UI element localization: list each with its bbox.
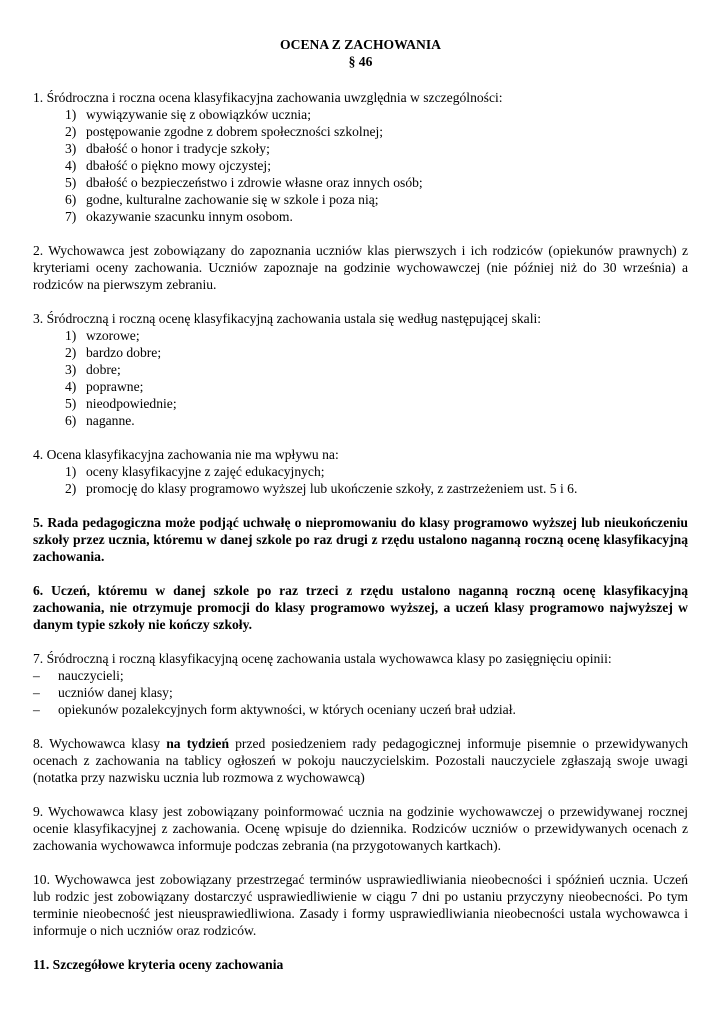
list-item — [33, 395, 688, 412]
paragraph-11-heading: 11. Szczegółowe kryteria oceny zachowania — [33, 957, 284, 972]
list-item-text: oceny klasyfikacyjne z zajęć edukacyjnych; — [86, 464, 325, 479]
list-item-number: 2) — [65, 124, 77, 139]
list-item-number: 7) — [65, 209, 77, 224]
paragraph-3-intro: 3. Śródroczną i roczną ocenę klasyfikacyjną zachowania ustala się według następującej skali: — [33, 311, 542, 326]
list-item-text: opiekunów pozalekcyjnych form aktywności, w których oceniany uczeń brał udział. — [58, 702, 516, 717]
paragraph-6-text: 6. Uczeń, któremu w danej szkole po raz trzeci z rzędu ustalono naganną roczną ocenę klasyfikacyjną zachowania, nie otrzymuje promocji do klasy programowo wyższej, a uczeń klasy programowo najwyższej w danym typie szkoły nie kończy szkoły. — [33, 583, 688, 632]
list-item-text: dbałość o bezpieczeństwo i zdrowie własne oraz innych osób; — [86, 175, 423, 190]
dash-bullet: – — [33, 702, 40, 717]
paragraph-4-intro: 4. Ocena klasyfikacyjna zachowania nie ma wpływu na: — [33, 447, 339, 462]
paragraph-9-text: 9. Wychowawca klasy jest zobowiązany poinformować ucznia na godzinie wychowawczej o przewidywanej rocznej ocenie klasyfikacyjnej z zachowania. Ocenę wpisuje do dziennika. Rodziców uczniów o przewidywanych ocenach z zachowania wychowawca informuje podczas zebrania (na przygotowanych kartkach). — [33, 804, 688, 853]
document-content — [33, 36, 688, 990]
list-item-text: okazywanie szacunku innym osobom. — [86, 209, 293, 224]
list-item — [33, 361, 688, 378]
list-item-text: dbałość o honor i tradycje szkoły; — [86, 141, 270, 156]
list-item-number: 6) — [65, 192, 77, 207]
list-item-number: 5) — [65, 175, 77, 190]
dash-bullet: – — [33, 685, 40, 700]
paragraph-3-list — [33, 327, 688, 429]
paragraph-6 — [33, 582, 688, 633]
paragraph-8-emphasis: na tydzień — [166, 736, 229, 751]
list-item — [33, 463, 688, 480]
list-item — [33, 378, 688, 395]
list-item-text: dobre; — [86, 362, 121, 377]
list-item-text: naganne. — [86, 413, 135, 428]
list-item — [33, 140, 688, 157]
list-item-number: 5) — [65, 396, 77, 411]
list-item-text: bardzo dobre; — [86, 345, 162, 360]
list-item — [33, 480, 688, 497]
list-item-number: 3) — [65, 362, 77, 377]
section-number: § 46 — [348, 54, 373, 69]
list-item-number: 2) — [65, 481, 77, 496]
paragraph-7-intro: 7. Śródroczną i roczną klasyfikacyjną ocenę zachowania ustala wychowawca klasy po zasięgnięciu opinii: — [33, 651, 612, 666]
list-item-number: 2) — [65, 345, 77, 360]
paragraph-1-intro: 1. Śródroczna i roczna ocena klasyfikacyjna zachowania uwzględnia w szczególności: — [33, 90, 503, 105]
list-item — [33, 174, 688, 191]
list-item-number: 1) — [65, 328, 77, 343]
dash-bullet: – — [33, 668, 40, 683]
list-item — [33, 684, 688, 701]
list-item — [33, 191, 688, 208]
paragraph-7-list — [33, 667, 688, 718]
list-item — [33, 106, 688, 123]
paragraph-9 — [33, 803, 688, 854]
paragraph-10-text: 10. Wychowawca jest zobowiązany przestrzegać terminów usprawiedliwiania nieobecności i spóźnień ucznia. Uczeń lub rodzic jest zobowiązany dostarczyć usprawiedliwienie w ciągu 7 dni po ustaniu przyczyny nieobecności. Po tym terminie nieobecność jest nieusprawiedliwiona. Zasady i formy usprawiedliwiania nieobecności ustala wychowawca i informuje o nich uczniów oraz rodziców. — [33, 872, 688, 938]
paragraph-8-pre: 8. Wychowawca klasy — [33, 736, 167, 751]
paragraph-1 — [33, 89, 688, 225]
list-item-text: nieodpowiednie; — [86, 396, 177, 411]
list-item-text: poprawne; — [86, 379, 144, 394]
list-item — [33, 701, 688, 718]
list-item-number: 4) — [65, 158, 77, 173]
list-item-text: promocję do klasy programowo wyższej lub ukończenie szkoły, z zastrzeżeniem ust. 5 i 6. — [86, 481, 578, 496]
list-item-text: wywiązywanie się z obowiązków ucznia; — [86, 107, 311, 122]
list-item-text: godne, kulturalne zachowanie się w szkole i poza nią; — [86, 192, 379, 207]
paragraph-1-list — [33, 106, 688, 225]
paragraph-8-text — [33, 735, 688, 786]
paragraph-11 — [33, 956, 688, 973]
list-item-text: nauczycieli; — [58, 668, 124, 683]
list-item-text: postępowanie zgodne z dobrem społeczności szkolnej; — [86, 124, 384, 139]
list-item-text: uczniów danej klasy; — [58, 685, 173, 700]
list-item-text: wzorowe; — [86, 328, 140, 343]
list-item-text: dbałość o piękno mowy ojczystej; — [86, 158, 271, 173]
list-item-number: 6) — [65, 413, 77, 428]
paragraph-5 — [33, 514, 688, 565]
list-item-number: 1) — [65, 107, 77, 122]
paragraph-8-post: przed posiedzeniem rady pedagogicznej informuje pisemnie o przewidywanych ocenach z zachowania na tablicy ogłoszeń w pokoju nauczycielskim. Pozostali nauczyciele zgłaszają swoje uwagi (notatka przy nazwisku ucznia lub rozmowa z wychowawcą) — [33, 736, 688, 785]
paragraph-10 — [33, 871, 688, 939]
list-item-number: 4) — [65, 379, 77, 394]
list-item — [33, 344, 688, 361]
paragraph-4-list — [33, 463, 688, 497]
list-item — [33, 123, 688, 140]
paragraph-7 — [33, 650, 688, 718]
list-item-number: 1) — [65, 464, 77, 479]
list-item — [33, 157, 688, 174]
list-item — [33, 327, 688, 344]
paragraph-5-text: 5. Rada pedagogiczna może podjąć uchwałę o niepromowaniu do klasy programowo wyższej lub nieukończeniu szkoły przez ucznia, któremu w danej szkole po raz drugi z rzędu ustalono naganną roczną ocenę klasyfikacyjną zachowania. — [33, 515, 688, 564]
paragraph-2 — [33, 242, 688, 293]
paragraph-4 — [33, 446, 688, 497]
paragraph-3 — [33, 310, 688, 429]
paragraph-2-text: 2. Wychowawca jest zobowiązany do zapoznania uczniów klas pierwszych i ich rodziców (opiekunów prawnych) z kryteriami oceny zachowania. Uczniów zapoznaje na godzinie wychowawczej (nie później niż do 30 września) a rodziców na pierwszym zebraniu. — [33, 243, 688, 292]
paragraph-8 — [33, 735, 688, 786]
list-item-number: 3) — [65, 141, 77, 156]
list-item — [33, 208, 688, 225]
list-item — [33, 412, 688, 429]
document-title: OCENA Z ZACHOWANIA — [280, 37, 441, 52]
list-item — [33, 667, 688, 684]
